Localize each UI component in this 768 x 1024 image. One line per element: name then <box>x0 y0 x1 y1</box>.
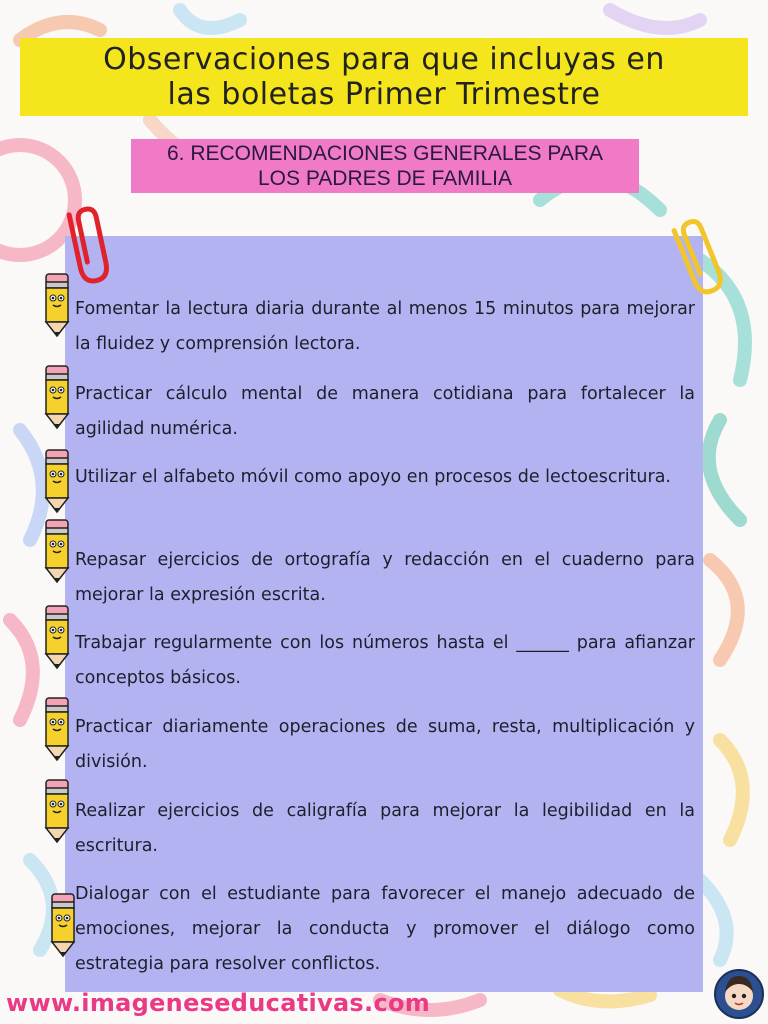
pencil-icon <box>40 696 74 762</box>
avatar-logo <box>713 966 765 1020</box>
section-subtitle <box>131 139 639 193</box>
page-title <box>20 38 748 116</box>
website-link[interactable]: www.imageneseducativas.com <box>6 989 431 1017</box>
pencil-icon <box>40 604 74 670</box>
pencil-icon <box>40 518 74 584</box>
list-item: Realizar ejercicios de caligrafía para mejorar la legibilidad en la escritura. <box>75 801 695 856</box>
pencil-icon <box>40 448 74 514</box>
list-item: Repasar ejercicios de ortografía y redacción en el cuaderno para mejorar la expresión escrita. <box>75 550 695 605</box>
list-item: Utilizar el alfabeto móvil como apoyo en procesos de lectoescritura. <box>75 467 671 487</box>
pencil-icon <box>46 892 80 958</box>
list-item: Dialogar con el estudiante para favorecer el manejo adecuado de emociones, mejorar la conducta y promover el diálogo como estrategia para resolver conflictos. <box>75 884 695 974</box>
subtitle-line-2: LOS PADRES DE FAMILIA <box>257 167 513 190</box>
pencil-icon <box>40 364 74 430</box>
list-item: Trabajar regularmente con los números hasta el ______ para afianzar conceptos básicos. <box>75 633 695 688</box>
list-item: Practicar diariamente operaciones de suma, resta, multiplicación y división. <box>75 717 695 772</box>
pencil-icon <box>40 778 74 844</box>
title-line-1: Observaciones para que incluyas en <box>103 42 665 77</box>
subtitle-line-1: 6. RECOMENDACIONES GENERALES PARA <box>166 142 604 165</box>
pencil-icon <box>40 272 74 338</box>
list-item: Fomentar la lectura diaria durante al menos 15 minutos para mejorar la fluidez y comprensión lectora. <box>75 299 695 354</box>
list-item: Practicar cálculo mental de manera cotidiana para fortalecer la agilidad numérica. <box>75 384 695 439</box>
title-line-2: las boletas Primer Trimestre <box>167 77 601 112</box>
paperclip-icon <box>670 216 724 302</box>
